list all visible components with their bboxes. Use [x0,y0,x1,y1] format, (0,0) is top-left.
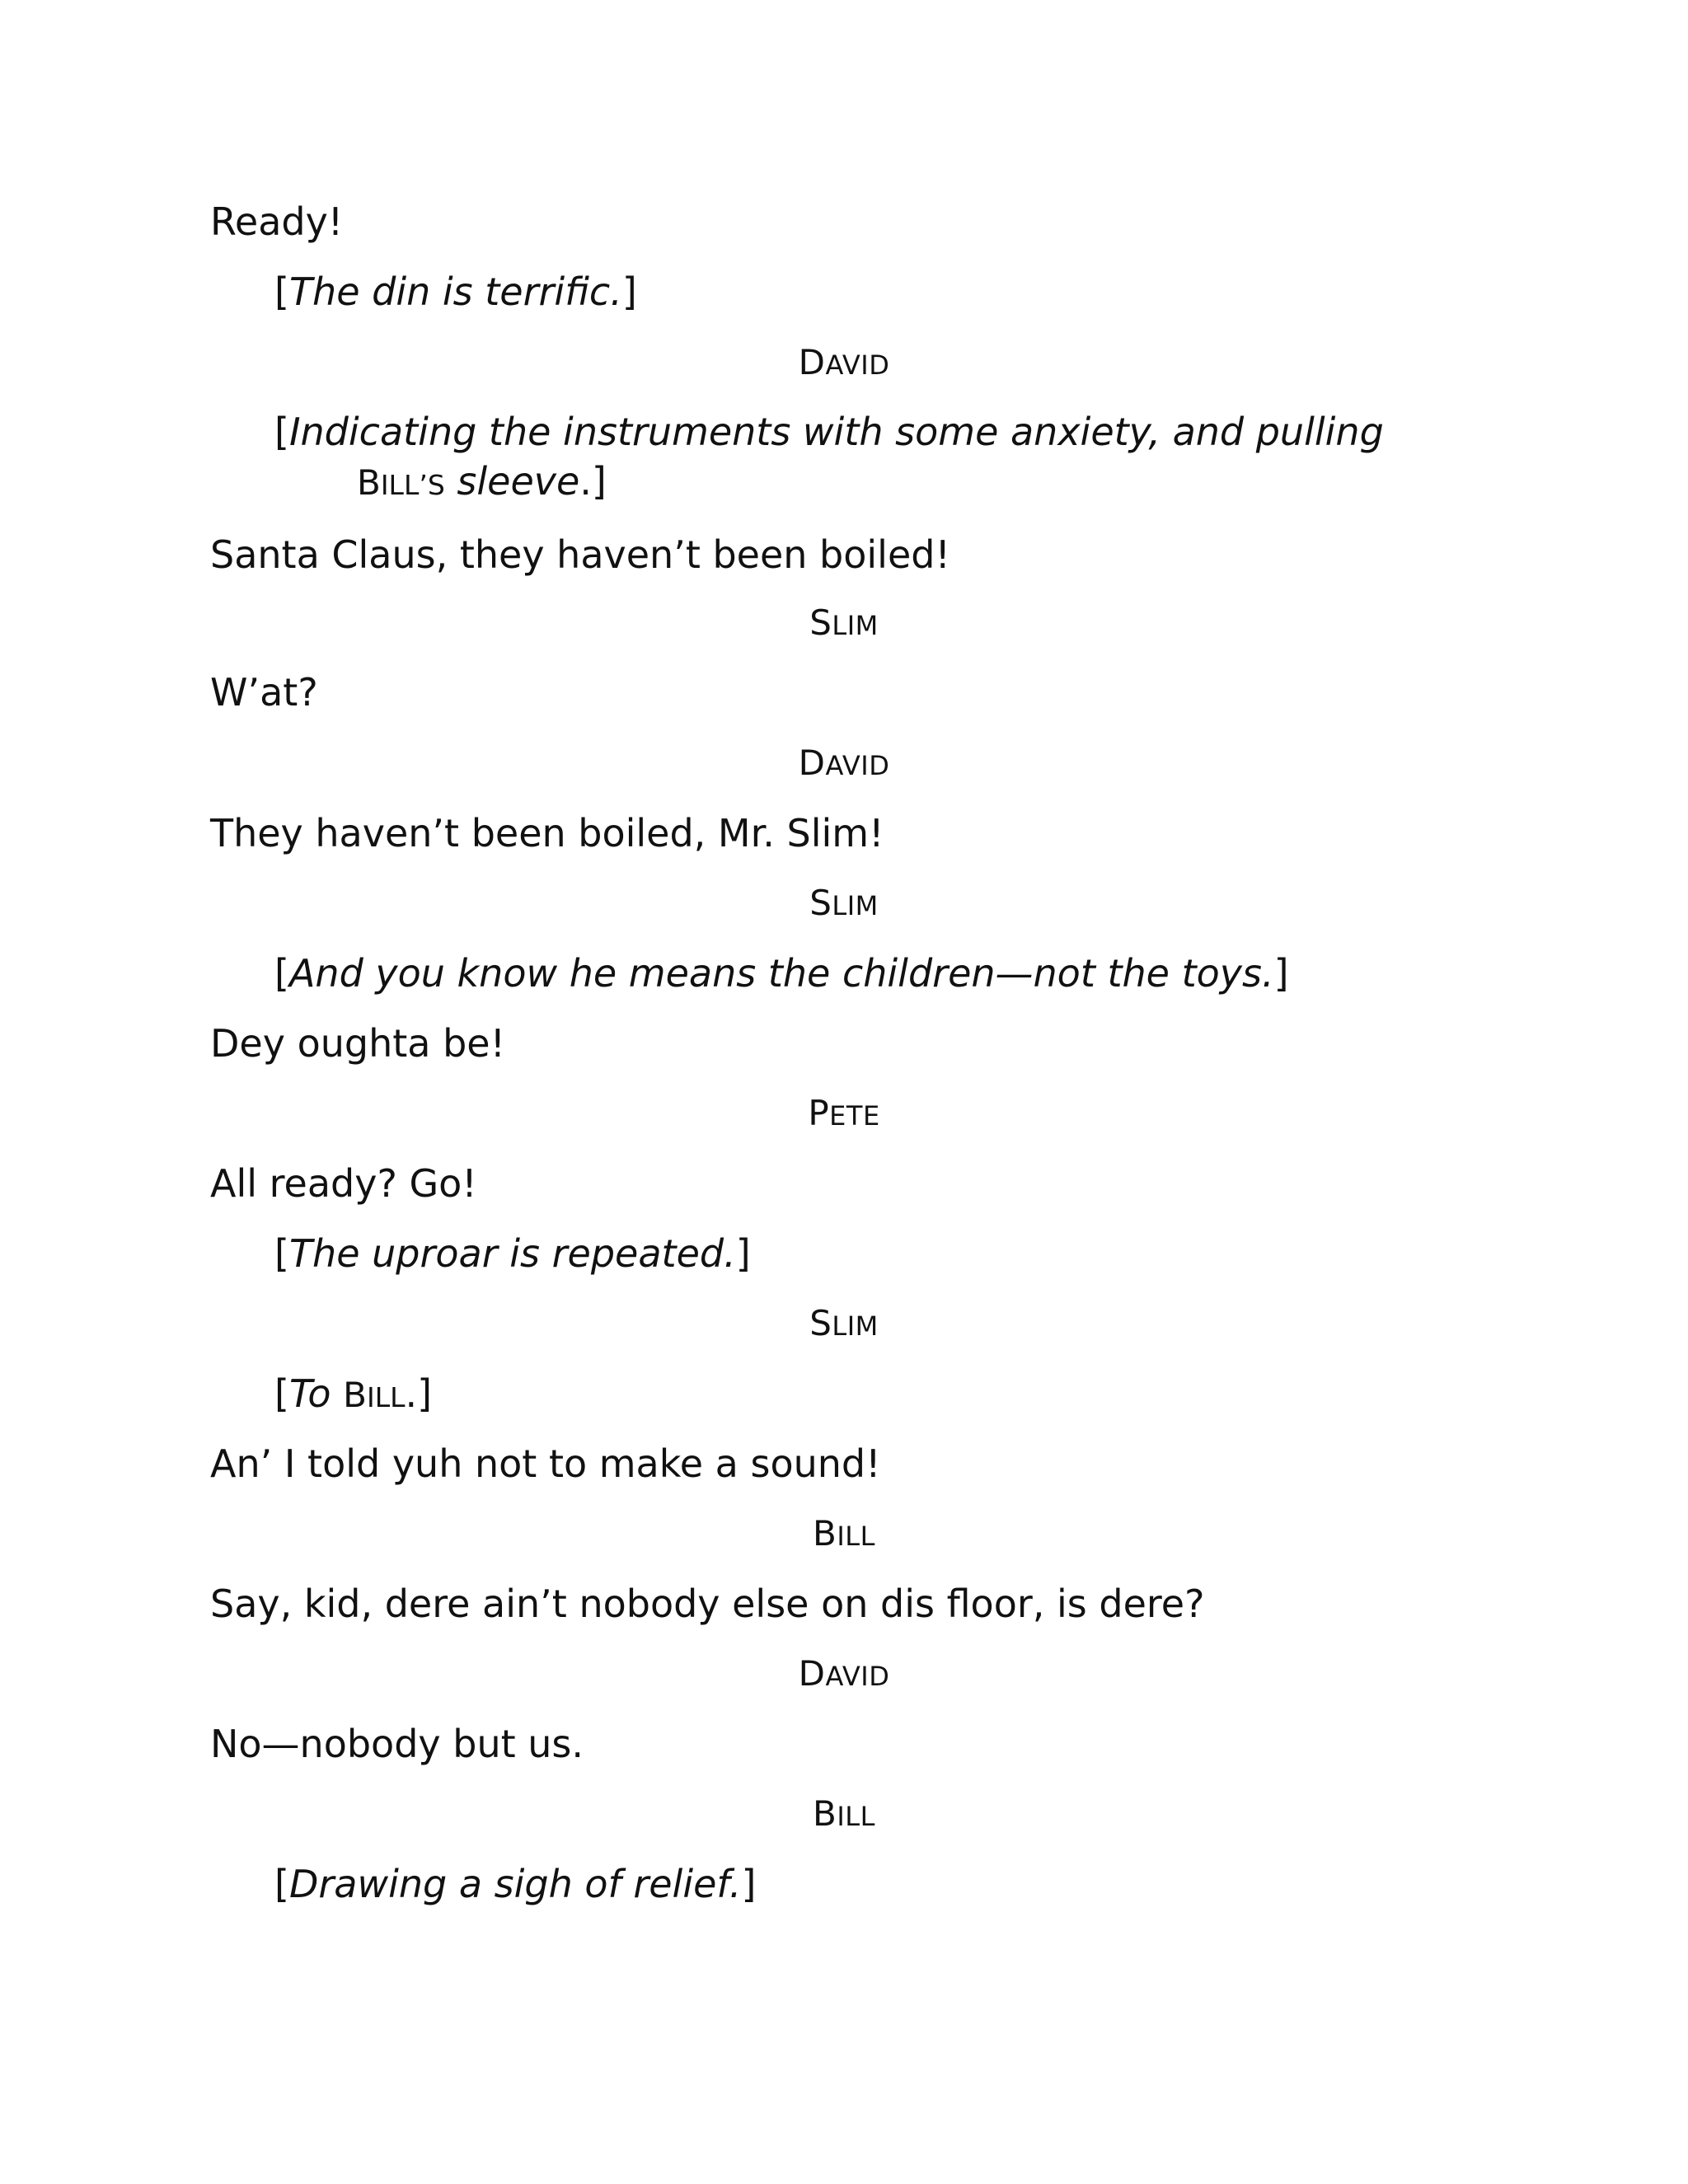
speaker-name: BILL [813,1793,875,1834]
dialogue-line: Say, kid, dere ain’t nobody else on dis floor, is dere? [210,1582,1205,1626]
dialogue-line: All ready? Go! [210,1161,477,1206]
dialogue-line: An’ I told yuh not to make a sound! [210,1441,881,1486]
speaker-name: SLIM [809,883,879,923]
speaker-name: SLIM [809,602,879,643]
stage-direction-continuation: BILL’S sleeve.] [357,459,607,504]
dialogue-line: They haven’t been boiled, Mr. Slim! [210,811,884,855]
dialogue-line: No—nobody but us. [210,1722,584,1766]
dialogue-line: Ready! [210,199,344,244]
speaker-name: SLIM [809,1303,879,1343]
stage-direction: [And you know he means the children—not the toys.] [274,951,1289,996]
stage-direction: [The din is terrific.] [274,269,637,314]
speaker-name: DAVID [798,342,890,382]
stage-direction: [To BILL.] [274,1371,433,1416]
dialogue-line: Santa Claus, they haven’t been boiled! [210,532,950,577]
stage-direction: [Drawing a sigh of relief.] [274,1862,757,1906]
stage-direction: [The uproar is repeated.] [274,1231,751,1276]
dialogue-line: W’at? [210,670,318,715]
speaker-name: BILL [813,1513,875,1554]
stage-direction: [Indicating the instruments with some anxiety, and pulling [274,410,1384,454]
speaker-name: PETE [808,1093,880,1133]
speaker-name: DAVID [798,1653,890,1694]
speaker-name: DAVID [798,743,890,783]
dialogue-line: Dey oughta be! [210,1021,506,1066]
